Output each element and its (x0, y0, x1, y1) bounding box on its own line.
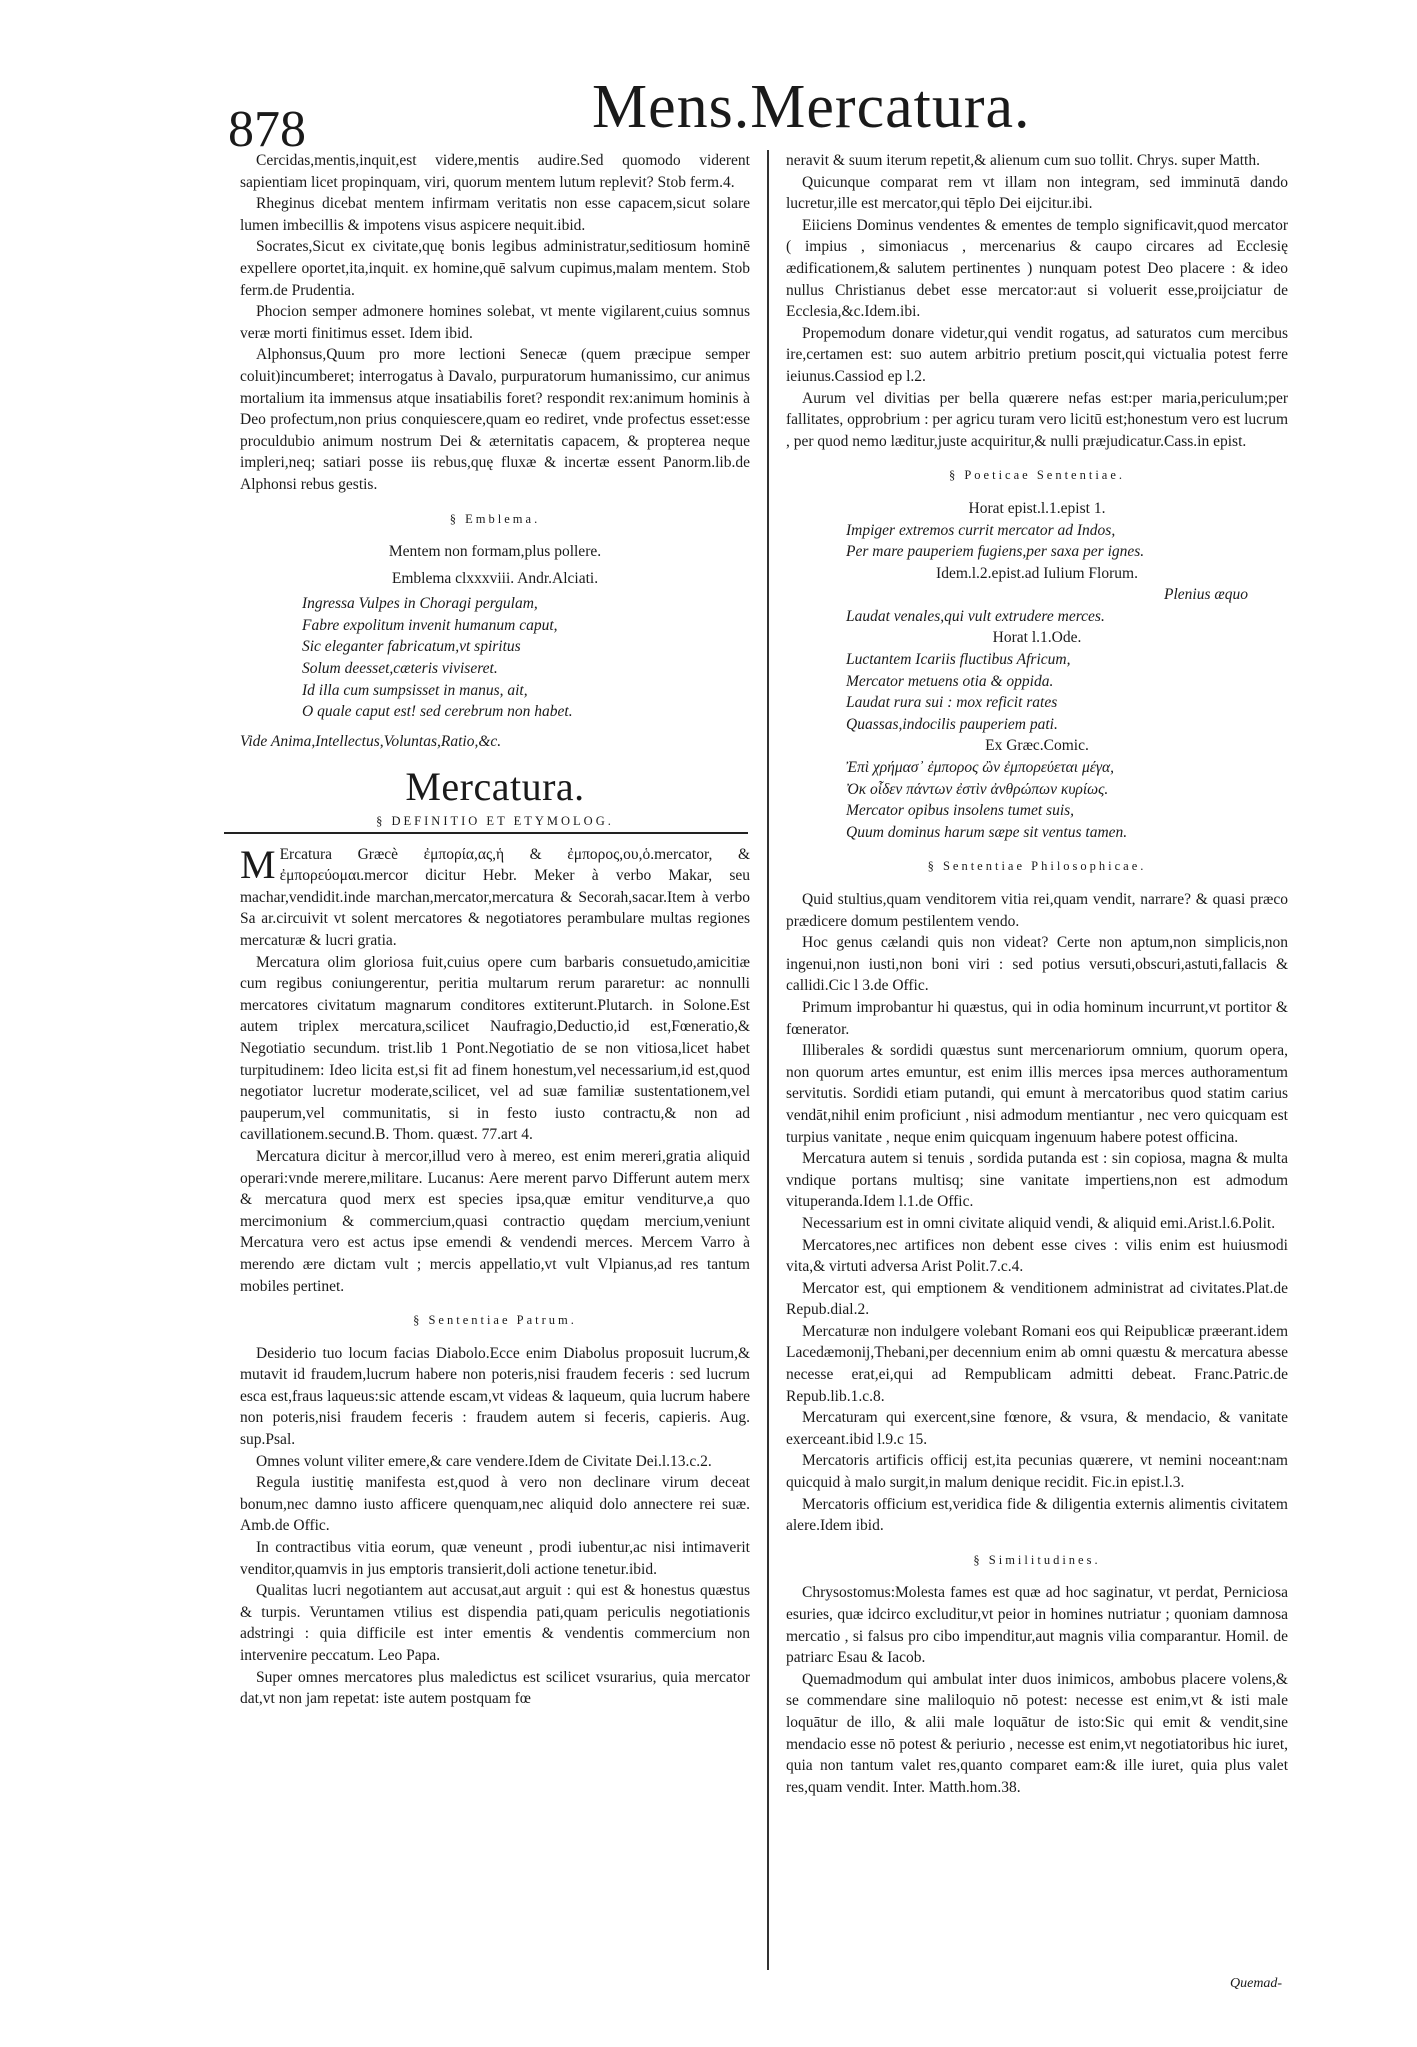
paragraph: Quicunque comparat rem vt illam non integram, sed imminutā dando lucretur,ille est mercator,qui tēplo Dei eijcitur.ibi. (786, 173, 1288, 213)
poem-line: Sic eleganter fabricatum,vt spiritus (302, 638, 521, 656)
poem-line: Ἐπὶ χρήμασ᾽ ἐμπορος ὢν ἐμπορεύεται μέγα, (846, 759, 1114, 777)
right-column (786, 150, 1288, 1798)
section-heading-philosophicae: § Sententiae Philosophicae. (927, 859, 1147, 874)
paragraph: Necessarium est in omni civitate aliquid vendi, & aliquid emi.Arist.l.6.Polit. (802, 1214, 1276, 1232)
paragraph: Chrysostomus:Molesta fames est quæ ad hoc saginatur, vt perdat, Perniciosa esuries, quæ idcirco excluditur,vt peior in homines nutriatur ; quoniam damnosa mercatio , si falsus pro cibo impenditur,aut magnis vilia comparantur. Homil. de patriarc Esau & Iacob. (786, 1584, 1288, 1667)
paragraph: Quid stultius,quam venditorem vitia rei,quam vendit, narrare? & quasi præco prædicere domum pestilentem vendo. (786, 891, 1288, 930)
poem-line: Mercator opibus insolens tumet suis, (846, 802, 1075, 820)
paragraph-text: Ercatura Græcè ἐμπορία,ας,ἡ & ἐμπορος,ου,ὁ.mercator, & ἐμπορεύομαι.mercor dicitur Hebr. Meker à verbo Makar, seu machar,vendidit.inde marchan,mercator,mercatura & Secorah,sacar.Item à verbo Sa ar.circuivit vt solent mercatores & negotiatores perambulare multas regiones mercaturæ & lucri gratia. (240, 845, 750, 949)
column-divider (767, 150, 769, 1970)
section-heading-definitio: § DEFINITIO ET ETYMOLOG. (376, 814, 614, 829)
section-heading-similitudines: § Similitudines. (973, 1552, 1101, 1567)
quote-source: Idem.l.2.epist.ad Iulium Florum. (936, 564, 1138, 582)
paragraph: Mercatura olim gloriosa fuit,cuius opere cum barbaris consuetudo,amicitiæ cum regibus coniungerentur, peritia multarum rerum pararetur: ac nonnulli mercatores civitatum magnarum conditores extiterunt.Plutarch. in Solone.Est autem triplex mercatura,scilicet Naufragio,Deductio,id est,Fœneratio,& Negotiatio secundum. trist.lib 1 Pont.Negotiatio de se non vitiosa,licet habet turpitudinem: Ideo licita est,si fit ad finem honestum,vel necessarium,id est,quod negotiator lucretur moderate,scilicet, vel ad suæ familiæ sustentationem,vel pauperum,vel communitatis, si in festo iusto contractu,& non ad cavillationem.secund.B. Thom. quæst. 77.art 4. (240, 953, 750, 1144)
paragraph: Rheginus dicebat mentem infirmam veritatis non esse capacem,sicut solare lumen imbecillis & impotens visus aspicere nequit.ibid. (240, 195, 750, 234)
poem-line: Fabre expolitum invenit humanum caput, (302, 616, 558, 634)
catchword: Quemad- (1230, 1976, 1283, 1991)
poem-line: Laudat rura sui : mox reficit rates (846, 694, 1058, 712)
quote-source: Horat epist.l.1.epist 1. (968, 499, 1106, 517)
poem-line: Id illa cum sumpsisset in manus, ait, (302, 681, 528, 699)
paragraph: Eiiciens Dominus vendentes & ementes de templo significavit,quod mercator ( impius , simoniacus , mercenarius & caupo circares ad Ecclesię ædificationem,& salutem pertinentes ) nunquam potest Deo placere : & ideo nullus Christianus debet esse mercator:aut si voluerit esse,proijciatur de Ecclesia,&c.Idem.ibi. (786, 216, 1288, 321)
emblema-motto: Mentem non formam,plus pollere. (388, 543, 602, 561)
paragraph: Mercatores,nec artifices non debent esse cives : vilis enim est huiusmodi vita,& virtuti adversa Arist Polit.7.c.4. (786, 1236, 1288, 1276)
paragraph: Qualitas lucri negotiantem aut accusat,aut arguit : qui est & honestus quæstus & turpis. Veruntamen vtilius est dispendia pati,quam periculis negotiationis adstringi : quia difficile est inter ementis & vendentis commercium non intervenire peccatum. Leo Papa. (240, 1582, 750, 1664)
poem-line: Ὀκ οἶδεν πάντων ἐστὶν ἀνθρώπων κυρίως. (846, 780, 1109, 798)
emblema-poem (240, 593, 750, 723)
quote-source: Horat l.1.Ode. (992, 629, 1082, 647)
drop-initial: M (240, 841, 276, 887)
paragraph: Cercidas,mentis,inquit,est videre,mentis audire.Sed quomodo viderent sapientiam licet propinquam, viri, quorum mentem lutum replevit? Stob ferm.4. (240, 152, 750, 191)
paragraph: Desiderio tuo locum facias Diabolo.Ecce enim Diabolus proposuit lucrum,& mutavit id fraudem,lucrum habere non poteris,nisi fraudem feceris : sed lucrum esca est,fraus laqueus:sic attende escam,vt videas & laqueum, quia lucrum habere non poteris,nisi fraudem feceris : fraudem autem si feceris, capieris. Aug. sup.Psal. (240, 1344, 750, 1449)
paragraph: Illiberales & sordidi quæstus sunt mercenariorum omnium, quorum opera, non quorum artes emuntur, est enim illis merces ipsa merces authoramentum servitutis. Sordidi etiam putandi, qui emunt à mercatoribus quod statim carius vendāt,nihil enim proficiunt , nisi admodum mentiantur , nec vero quicquam est turpius vanitate , neque enim quicquam ingenuum habere potest officina. (786, 1042, 1288, 1146)
poem-line: Impiger extremos currit mercator ad Indos, (846, 521, 1116, 539)
paragraph: Mercator est, qui emptionem & venditionem administrat ad civitates.Plat.de Repub.dial.2. (786, 1279, 1288, 1319)
paragraph: Mercaturam qui exercent,sine fœnore, & vsura, & mendacio, & vanitate exerceant.ibid l.9.c 15. (786, 1409, 1288, 1448)
paragraph: Propemodum donare videtur,qui vendit rogatus, ad saturatos cum mercibus ire,certamen est: suo autem arbitrio pretium poscit,qui victualia potest ferre ieiunus.Cassiod ep l.2. (786, 324, 1288, 385)
poem-line: Mercator metuens otia & oppida. (846, 672, 1054, 690)
poem-line: Ingressa Vulpes in Choragi pergulam, (302, 595, 538, 613)
left-column (240, 150, 750, 1710)
section-heading-emblema: § Emblema. (449, 511, 541, 526)
paragraph: Phocion semper admonere homines solebat, vt mente vigilarent,cuius somnus veræ morti finitimus esset. Idem ibid. (240, 303, 750, 342)
paragraph: Mercaturæ non indulgere volebant Romani eos qui Reipublicæ præerant.idem Lacedæmonij,Thebani,per decennium enim ab omni quæstu & mercatura abesse necesse erat,ei,qui ad Rempublicam admitti debeat. Franc.Patric.de Repub.lib.1.c.8. (786, 1322, 1288, 1405)
section-title-mercatura: Mercatura. (405, 764, 585, 810)
paragraph (240, 841, 750, 952)
poem-line: Plenius æquo (1164, 586, 1248, 604)
paragraph: Omnes volunt viliter emere,& care vendere.Idem de Civitate Dei.l.13.c.2. (256, 1452, 712, 1470)
paragraph: Socrates,Sicut ex civitate,quę bonis legibus administratur,seditiosum hominē expellere oportet,ita,inquit. ex homine,quē salvum cupimus,malam mentem. Stob ferm.de Prudentia. (240, 238, 750, 299)
quote-source: Ex Græc.Comic. (985, 737, 1089, 755)
poem-line: Quum dominus harum sæpe sit ventus tamen. (846, 823, 1128, 841)
page-number: 878 (228, 101, 306, 158)
paragraph: Aurum vel divitias per bella quærere nefas est:per maria,periculum;per fallitates, opprobrium : per agricu turam vero licitū est;honestum vero est lucrum , per quod nemo læditur,juste acquiritur,& nulli præjudicatur.Cass.in epist. (786, 389, 1288, 450)
paragraph: Hoc genus cælandi quis non videat? Certe non aptum,non simplicis,non ingenui,non iusti,non boni viri : sed potius versuti,obscuri,astuti,fallacis & callidi.Cic l 3.de Offic. (786, 934, 1288, 995)
paragraph: Regula iustitię manifesta est,quod à vero non declinare virum deceat bonum,nec damno iusto afficere quenquam,nec aliquid dolo annectere rei suæ. Amb.de Offic. (240, 1474, 750, 1535)
poetic-quotes (786, 498, 1288, 844)
paragraph: Alphonsus,Quum pro more lectioni Senecæ (quem præcipue semper coluit)incumberet; interrogatus à Davalo, purpuratorum humanissimo, cur animus mortalium ita immensus atque insatiabilis foret? respondit rex:animum hominis à Deo profectum,non prius conquiescere,quam eo rediret, vnde profectus esset:esse proculdubio animum nostrum Dei & æternitatis capacem, & propterea neque impleri,neq; satiari posse iis rebus,quę fluxæ & incertæ essent Panorm.lib.de Alphonsi rebus gestis. (240, 346, 750, 493)
poem-line: Quassas,indocilis pauperiem pati. (846, 715, 1058, 733)
poem-line: Solum deesset,cæteris viviseret. (302, 660, 498, 678)
paragraph: Quemadmodum qui ambulat inter duos inimicos, ambobus placere volens,& se commendare sine maliloquio nō potest: necesse est enim,vt & isti male loquātur de illo, & alii male loquātur de isto:Sic qui emit & vendit,sine mendacio esse nō potest & periurio , necesse est enim,vt negotiatoribus hic iuret, quia non tantum valet res,quanto comparet eam:& ille iuret, quia plus valet res,quam vendit. Inter. Matth.hom.38. (786, 1670, 1288, 1796)
paragraph: neravit & suum iterum repetit,& alienum cum suo tollit. Chrys. super Matth. (786, 152, 1260, 169)
poem-line: Laudat venales,qui vult extrudere merces. (846, 607, 1105, 625)
poem-line: Per mare pauperiem fugiens,per saxa per ignes. (846, 543, 1145, 561)
paragraph: Mercatura dicitur à mercor,illud vero à mereo, est enim mereri,gratia aliquid operari:vnde merere,militare. Lucanus: Aere merent parvo Differunt autem merx & mercatura quod merx est species ipsa,quæ emitur venditurve,a quo mercimonium & commercium,quasi contractio quędam mercium,veniunt Mercatura vero est actus ipse emendi & vendendi merces. Mercem Varro à merendo ære dictam vult ; mercis appellatio,vt vult Vlpianus,ad res tantum mobiles pertinet. (240, 1147, 750, 1295)
section-heading-patrum: § Sententiae Patrum. (413, 1313, 577, 1328)
poem-line: O quale caput est! sed cerebrum non habet. (302, 703, 573, 721)
poem-line: Luctantem Icariis fluctibus Africum, (846, 651, 1071, 669)
paragraph: Primum improbantur hi quæstus, qui in odia hominum incurrunt,vt portitor & fœnerator. (786, 998, 1288, 1038)
cross-reference: Vide Anima,Intellectus,Voluntas,Ratio,&c. (240, 732, 502, 750)
running-head: Mens.Mercatura. (592, 73, 1031, 141)
section-heading-poeticae: § Poeticae Sententiae. (948, 468, 1126, 483)
paragraph: Mercatura autem si tenuis , sordida putanda est : sin copiosa, magna & multa vndique portans multisq; sine vanitate impertiens,non est admodum vituperanda.Idem l.1.de Offic. (786, 1150, 1288, 1211)
paragraph: In contractibus vitia eorum, quæ veneunt , prodi iubentur,ac nisi intimaverit venditor,quamvis in jus emptoris transierit,doli actione tenetur.ibid. (240, 1539, 750, 1578)
emblema-reference: Emblema clxxxviii. Andr.Alciati. (391, 569, 599, 587)
paragraph: Super omnes mercatores plus maledictus est scilicet vsurarius, quia mercator dat,vt non jam repetat: iste autem postquam fœ (240, 1668, 750, 1708)
paragraph: Mercatoris artificis officij est,ita pecunias quærere, vt nemini noceant:nam quicquid à malo surgit,in malum denique recidit. Fic.in epist.l.3. (786, 1452, 1288, 1492)
paragraph: Mercatoris officium est,veridica fide & diligentia externis alimentis civitatem alere.Idem ibid. (786, 1495, 1288, 1535)
